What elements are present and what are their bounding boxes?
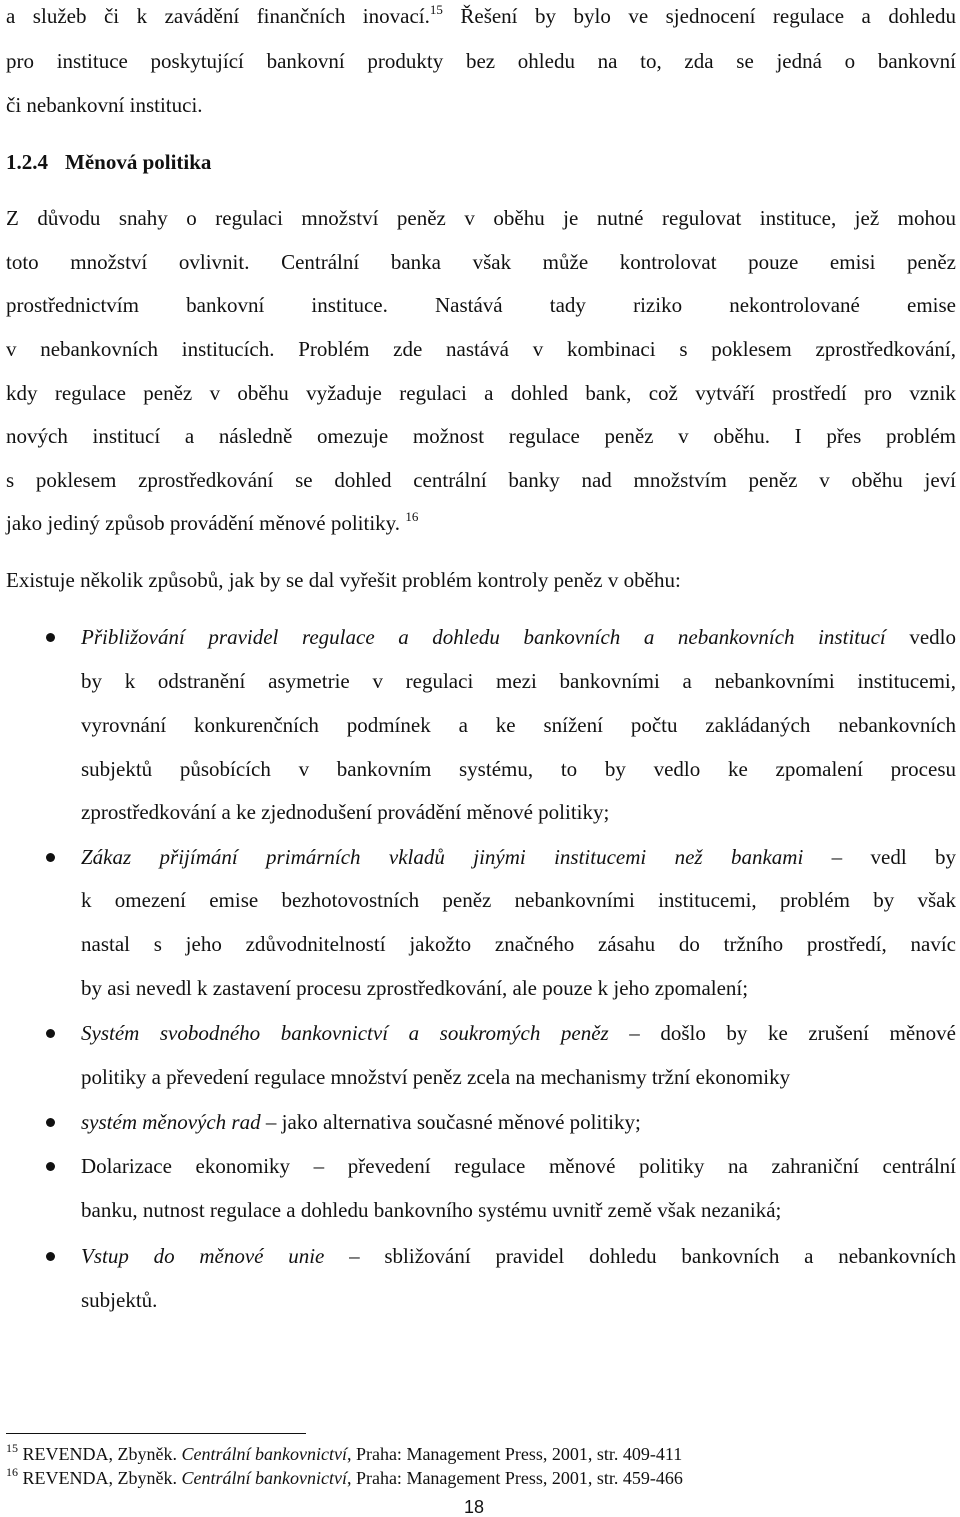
- bullet-5-line-last: banku, nutnost regulace a dohledu bankovního systému uvnitř země však nezaniká;: [81, 1198, 782, 1222]
- bullet-3-line-last: politiky a převedení regulace množství peněz zcela na mechanismy tržní ekonomiky: [81, 1065, 791, 1089]
- intro-line-2: pro instituce poskytující bankovní produkty bez ohledu na to, zda se jedná o bankovní: [6, 49, 956, 73]
- bullet-icon: [46, 1029, 55, 1038]
- page-number: 18: [464, 1497, 485, 1517]
- bullet-6-line-last: subjektů.: [81, 1288, 158, 1312]
- bullet-1-line: by k odstranění asymetrie v regulaci mezi bankovními a nebankovními institucemi,: [81, 669, 956, 693]
- bullet-2-line: k omezení emise bezhotovostních peněz nebankovními institucemi, problém by však: [81, 888, 956, 912]
- bullet-3-line-1: Systém svobodného bankovnictví a soukromých peněz – došlo by ke zrušení měnové: [81, 1021, 957, 1045]
- bullet-icon: [46, 853, 55, 862]
- paragraph-line: kdy regulace peněz v oběhu vyžaduje regulaci a dohled bank, což vytváří prostředí pro vznik: [6, 381, 956, 405]
- bullet-2-line: nastal s jeho zdůvodnitelností jakožto značného zásahu do tržního prostředí, navíc: [81, 932, 956, 956]
- bullet-icon: [46, 1118, 55, 1127]
- footnote-16: $^{16}$ REVENDA, Zbyněk. Centrální bankovnictví, Praha: Management Press, 2001, str. 459-466: [6, 1465, 683, 1488]
- paragraph-2: Existuje několik způsobů, jak by se dal vyřešit problém kontroly peněz v oběhu:: [6, 568, 681, 592]
- footnote-ref-16[interactable]: 16: [405, 509, 419, 524]
- section-title: Měnová politika: [65, 150, 212, 174]
- section-heading: [6, 148, 211, 176]
- footnote-ref-15[interactable]: 15: [429, 2, 443, 17]
- bullet-1-line-last: zprostředkování a ke zjednodušení provádění měnové politiky;: [81, 800, 610, 824]
- intro-line-1: a služeb či k zavádění finančních inovací.$^{15}$ Řešení by bylo ve sjednocení regulace a dohledu: [6, 2, 956, 28]
- bullet-icon: [46, 633, 55, 642]
- intro-line-3: či nebankovní instituci.: [6, 93, 203, 117]
- paragraph-line: v nebankovních institucích. Problém zde nastává v kombinaci s poklesem zprostředkování,: [6, 337, 956, 361]
- bullet-1-line-1: Přibližování pravidel regulace a dohledu bankovních a nebankovních institucí vedlo: [81, 625, 957, 649]
- paragraph-line: Z důvodu snahy o regulaci množství peněz v oběhu je nutné regulovat instituce, jež mohou: [6, 206, 956, 230]
- bullet-6-line-1: Vstup do měnové unie – sbližování pravidel dohledu bankovních a nebankovních: [81, 1244, 956, 1268]
- paragraph-line: prostřednictvím bankovní instituce. Nastává tady riziko nekontrolované emise: [6, 293, 956, 317]
- section-number: 1.2.4: [6, 150, 48, 174]
- bullet-1-line: vyrovnání konkurenčních podmínek a ke snížení počtu zakládaných nebankovních: [81, 713, 956, 737]
- bullet-5-line-1: Dolarizace ekonomiky – převedení regulace měnové politiky na zahraniční centrální: [81, 1154, 956, 1178]
- paragraph-line: s poklesem zprostředkování se dohled centrální banky nad množstvím peněz v oběhu jeví: [6, 468, 956, 492]
- paragraph-line-last: jako jediný způsob provádění měnové politiky. $^{16}$: [6, 509, 419, 535]
- footnote-15: $^{15}$ REVENDA, Zbyněk. Centrální bankovnictví, Praha: Management Press, 2001, str. 409-411: [6, 1441, 683, 1464]
- paragraph-line: nových institucí a následně omezuje možnost regulace peněz v oběhu. I přes problém: [6, 424, 956, 448]
- paragraph-line: toto množství ovlivnit. Centrální banka však může kontrolovat pouze emisi peněz: [6, 250, 956, 274]
- bullet-icon: [46, 1162, 55, 1171]
- bullet-4-line-1: systém měnových rad – jako alternativa současné měnové politiky;: [81, 1110, 641, 1134]
- bullet-2-line-1: Zákaz přijímání primárních vkladů jinými institucemi než bankami – vedl by: [81, 845, 957, 869]
- footnote-divider: [6, 1433, 306, 1434]
- bullet-1-line: subjektů působících v bankovním systému, to by vedlo ke zpomalení procesu: [81, 757, 956, 781]
- bullet-2-line-last: by asi nevedl k zastavení procesu zprostředkování, ale pouze k jeho zpomalení;: [81, 976, 749, 1000]
- bullet-icon: [46, 1252, 55, 1261]
